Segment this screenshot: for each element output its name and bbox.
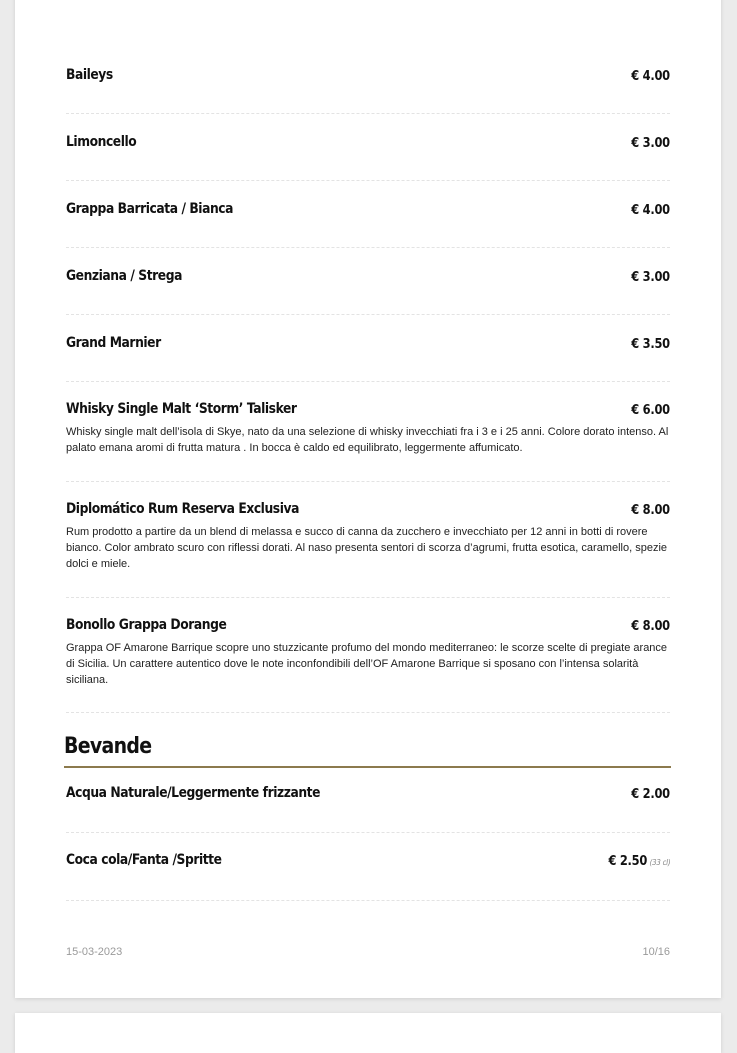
item-price: € 3.00 xyxy=(631,270,670,285)
item-name: Bonollo Grappa Dorange xyxy=(66,617,227,633)
item-name: Acqua Naturale/Leggermente frizzante xyxy=(66,785,321,801)
item-name: Coca cola/Fanta /Spritte xyxy=(66,852,222,868)
section-header xyxy=(64,732,671,768)
menu-item xyxy=(66,181,670,248)
menu-item xyxy=(66,598,670,713)
item-name: Limoncello xyxy=(66,134,137,150)
item-price: € 2.50 (33 cl) xyxy=(608,854,670,869)
next-page xyxy=(15,1013,721,1053)
menu-item xyxy=(66,248,670,315)
beverage-list xyxy=(66,782,670,901)
item-name: Grappa Barricata / Bianca xyxy=(66,201,234,217)
item-description: Whisky single malt dell’isola di Skye, nato da una selezione di whisky invecchiati fra i 3 e i 25 anni. Colore dorato intenso. Al palato emana aromi di frutta matura . In bocca è caldo ed equilibrato, leggermente affumicato. xyxy=(66,426,669,454)
item-price: € 4.00 xyxy=(631,203,670,218)
menu-item xyxy=(66,482,670,598)
item-name: Diplomático Rum Reserva Exclusiva xyxy=(66,501,299,517)
item-name: Grand Marnier xyxy=(66,335,161,351)
item-price: € 8.00 xyxy=(631,619,670,634)
print-date: 15-03-2023 xyxy=(66,946,123,958)
menu-item xyxy=(66,315,670,382)
menu-item-list xyxy=(66,64,670,713)
item-price: € 3.00 xyxy=(631,136,670,151)
menu-item xyxy=(66,114,670,181)
item-price: € 4.00 xyxy=(631,69,670,84)
item-name: Whisky Single Malt ‘Storm’ Talisker xyxy=(66,401,297,417)
page-footer xyxy=(66,946,670,958)
item-note: (33 cl) xyxy=(649,858,670,867)
menu-page xyxy=(15,0,721,998)
item-price: € 2.00 xyxy=(631,787,670,802)
menu-item xyxy=(66,64,670,114)
item-description: Rum prodotto a partire da un blend di melassa e succo di canna da zucchero e invecchiato per 12 anni in botti di rovere bianco. Color ambrato scuro con riflessi dorati. Al naso presenta sentori di scorza d’agrumi, frutta esotica, caramello, spezie dolci e miele. xyxy=(66,526,668,570)
item-price: € 8.00 xyxy=(631,503,670,518)
page-number: 10/16 xyxy=(642,946,670,958)
item-price: € 6.00 xyxy=(631,403,670,418)
item-description: Grappa OF Amarone Barrique scopre uno stuzzicante profumo del mondo mediterraneo: le scorze scelte di pregiate arance di Sicilia. Un carattere autentico dove le note inconfondibili dell’OF Amarone Barrique si sposano con l’intensa solarità siciliana. xyxy=(66,642,668,686)
menu-item xyxy=(66,833,670,901)
item-price: € 3.50 xyxy=(631,337,670,352)
item-name: Baileys xyxy=(66,67,113,83)
menu-item xyxy=(66,782,670,833)
menu-item xyxy=(66,382,670,482)
section-title: Bevande xyxy=(64,734,152,759)
item-name: Genziana / Strega xyxy=(66,268,182,284)
